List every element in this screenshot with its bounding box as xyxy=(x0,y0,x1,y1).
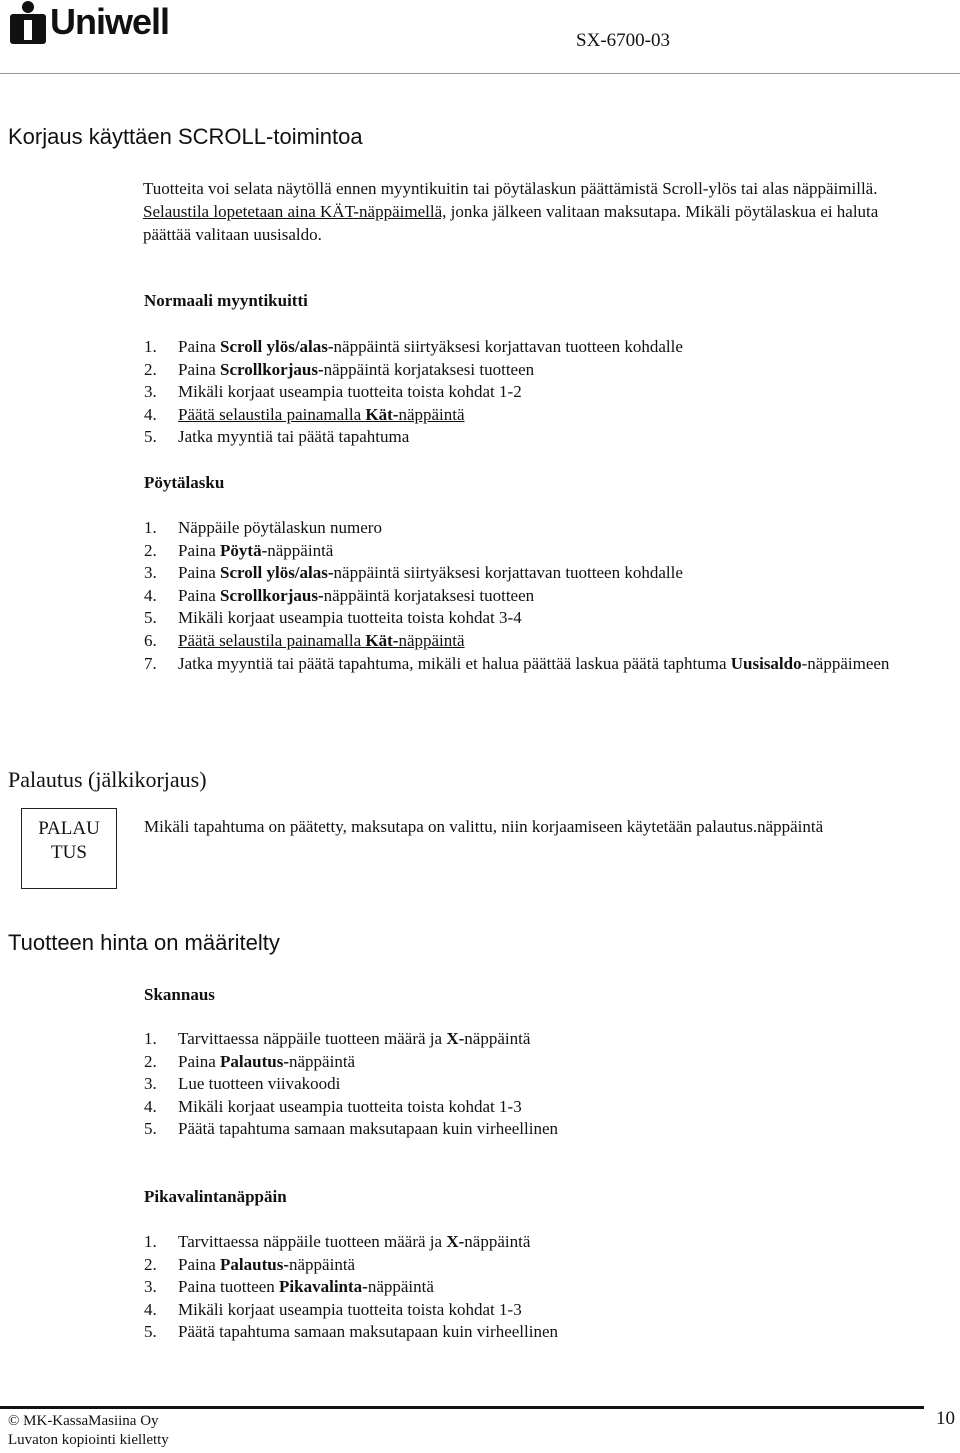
subheading-quick-key: Pikavalintanäppäin xyxy=(144,1187,287,1206)
copy-notice: Luvaton kopiointi kielletty xyxy=(8,1432,169,1448)
section-title-scroll: Korjaus käyttäen SCROLL-toimintoa xyxy=(8,124,363,149)
brand-name: Uniwell xyxy=(50,1,170,42)
list-item: 2. Paina Pöytä-näppäintä xyxy=(144,540,334,560)
refund-key-label-line1: PALAU xyxy=(38,818,100,839)
refund-key-box xyxy=(21,808,117,889)
list-item: 4. Paina Scrollkorjaus-näppäintä korjataksesi tuotteen xyxy=(144,585,535,605)
refund-description: Mikäli tapahtuma on päätetty, maksutapa on valittu, niin korjaamiseen käytetään palautus.näppäintä xyxy=(144,817,824,836)
footer-divider xyxy=(0,1406,924,1409)
refund-key-label-line2: TUS xyxy=(51,842,87,863)
subheading-normal-receipt: Normaali myyntikuitti xyxy=(144,291,308,310)
list-item: 4. Päätä selaustila painamalla Kät-näppäintä xyxy=(144,404,465,424)
document-code: SX-6700-03 xyxy=(576,30,670,51)
list-item: 4. Mikäli korjaat useampia tuotteita toista kohdat 1-3 xyxy=(144,1299,522,1319)
table-bill-steps xyxy=(144,517,904,675)
brand-logo xyxy=(8,0,208,46)
list-item: 1. Tarvittaessa näppäile tuotteen määrä ja X-näppäintä xyxy=(144,1029,531,1048)
list-item: 5. Mikäli korjaat useampia tuotteita toista kohdat 3-4 xyxy=(144,608,522,628)
subheading-table-bill: Pöytälasku xyxy=(144,473,225,492)
section-title-price: Tuotteen hinta on määritelty xyxy=(8,930,280,955)
list-item: 5. Päätä tapahtuma samaan maksutapaan kuin virheellinen xyxy=(144,1119,559,1139)
footer-copyright xyxy=(8,1412,169,1450)
list-item: 2. Paina Scrollkorjaus-näppäintä korjataksesi tuotteen xyxy=(144,359,535,379)
list-item: 3. Paina tuotteen Pikavalinta-näppäintä xyxy=(144,1277,434,1297)
list-item: 3. Mikäli korjaat useampia tuotteita toista kohdat 1-2 xyxy=(144,382,522,402)
scanning-steps xyxy=(144,1028,904,1141)
copyright-text: © MK-KassaMasiina Oy xyxy=(8,1413,159,1429)
list-item: 2. Paina Palautus-näppäintä xyxy=(144,1051,356,1071)
list-item: 1. Tarvittaessa näppäile tuotteen määrä ja X-näppäintä xyxy=(144,1232,531,1251)
list-item: 5. Päätä tapahtuma samaan maksutapaan kuin virheellinen xyxy=(144,1322,559,1342)
quick-key-steps xyxy=(144,1231,904,1344)
list-item: 1. Paina Scroll ylös/alas-näppäintä siirtyäksesi korjattavan tuotteen kohdalle xyxy=(144,337,683,356)
list-item: 2. Paina Palautus-näppäintä xyxy=(144,1254,356,1274)
list-item: 1. Näppäile pöytälaskun numero xyxy=(144,518,382,537)
uniwell-logo-icon xyxy=(8,0,48,46)
list-item: 4. Mikäli korjaat useampia tuotteita toista kohdat 1-3 xyxy=(144,1096,522,1116)
list-item: 3. Paina Scroll ylös/alas-näppäintä siirtyäksesi korjattavan tuotteen kohdalle xyxy=(144,563,683,583)
normal-receipt-steps xyxy=(144,336,904,449)
scroll-intro: Tuotteita voi selata näytöllä ennen myyntikuitin tai pöytälaskun päättämistä Scroll-ylös tai alas näppäimillä. Selaustila lopetetaan aina KÄT-näppäimellä, jonka jälkeen valitaan maksutapa. Mikäli pöytälaskua ei haluta päättää valitaan uusisaldo. xyxy=(143,179,879,244)
list-item: 5. Jatka myyntiä tai päätä tapahtuma xyxy=(144,427,410,447)
subheading-scanning: Skannaus xyxy=(144,985,215,1004)
header-divider xyxy=(0,73,960,74)
section-title-refund: Palautus (jälkikorjaus) xyxy=(8,767,207,792)
page-number: 10 xyxy=(936,1408,955,1429)
list-item: 3. Lue tuotteen viivakoodi xyxy=(144,1074,341,1094)
list-item: 6. Päätä selaustila painamalla Kät-näppäintä xyxy=(144,630,465,650)
list-item: 7. Jatka myyntiä tai päätä tapahtuma, mikäli et halua päättää laskua päätä taphtuma Uusisaldo-näppäimeen xyxy=(144,653,890,673)
